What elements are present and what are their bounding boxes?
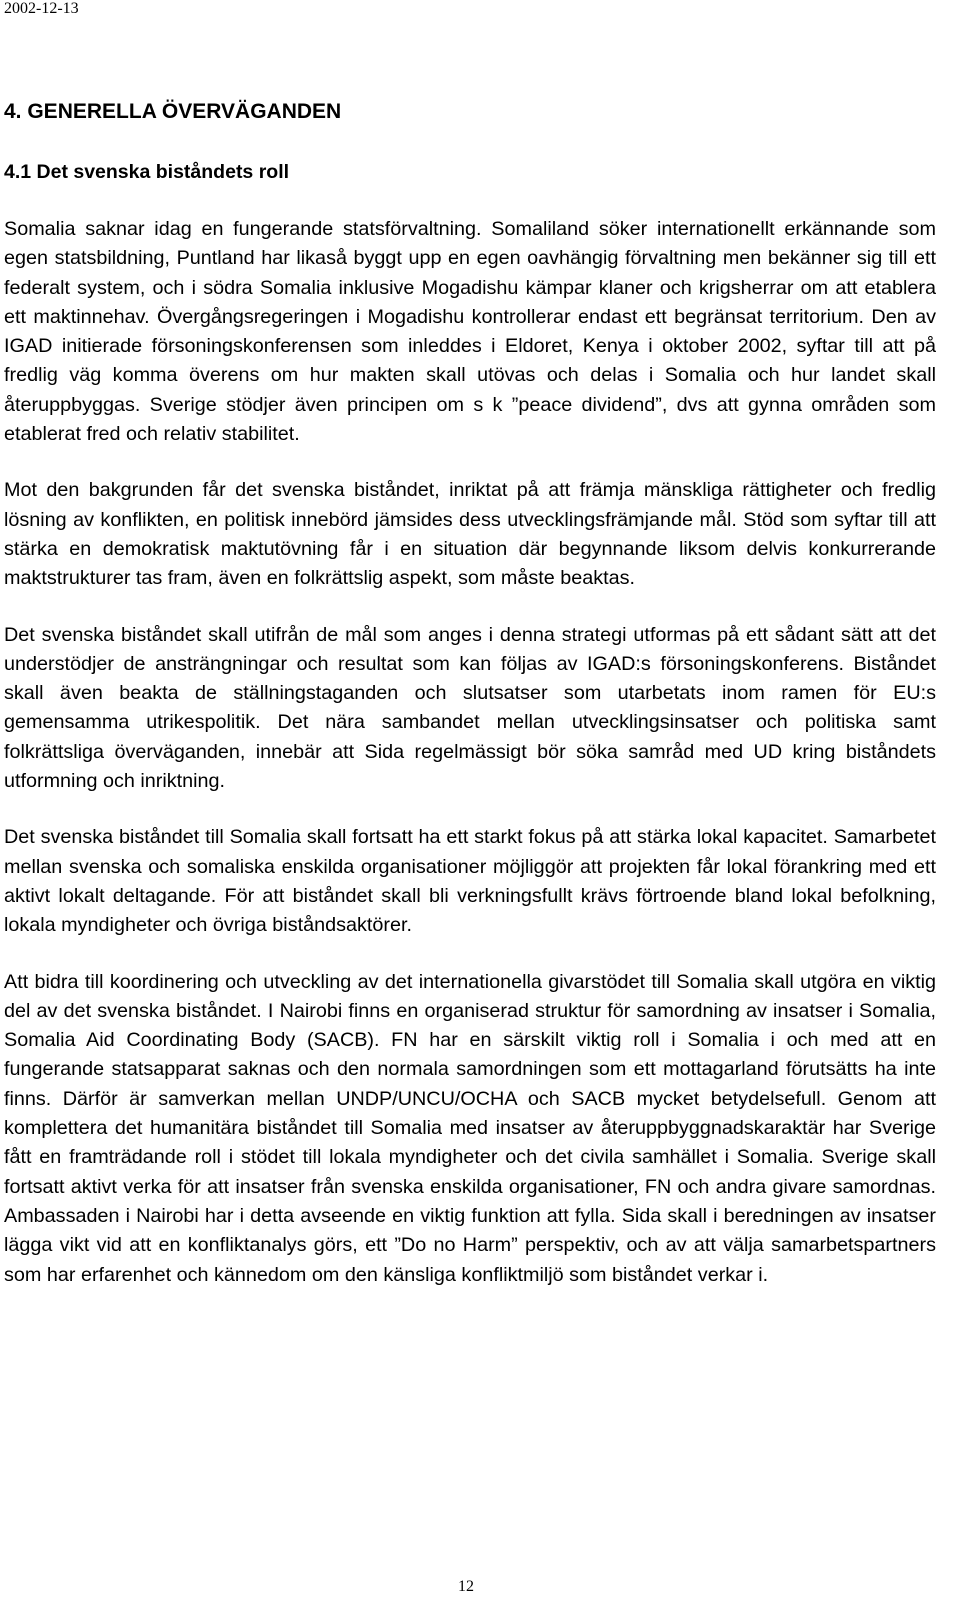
paragraph: Att bidra till koordinering och utveckling av det internationella givarstödet till Somalia skall utgöra en viktig del av det svenska biståndet. I Nairobi finns en organiserad struktur för samordning av insatser i Somalia, Somalia Aid Coordinating Body (SACB). FN har en särskilt viktig roll i Somalia i och med att en fungerande statsapparat saknas och den normala samordningen som ett mottagarland förutsätts ha inte finns. Därför är samverkan mellan UNDP/UNCU/OCHA och SACB mycket betydelsefull. Genom att komplettera det humanitära biståndet till Somalia med insatser av återuppbyggnadskaraktär har Sverige fått en framträdande roll i stödet till lokala myndigheter och det civila samhället i Somalia. Sverige skall fortsatt aktivt verka för att insatser från svenska enskilda organisationer, FN och andra givare samordnas. Ambassaden i Nairobi har i detta avseende en viktig funktion att fylla. Sida skall i beredningen av insatser lägga vikt vid att en konfliktanalys görs, ett ”Do no Harm” perspektiv, och av att välja samarbetspartners som har erfarenhet och kännedom om den känsliga konfliktmiljö som biståndet verkar i. (4, 970, 936, 1286)
section-heading: 4. GENERELLA ÖVERVÄGANDEN (4, 100, 342, 123)
paragraph: Det svenska biståndet till Somalia skall fortsatt ha ett starkt fokus på att stärka lokal kapacitet. Samarbetet mellan svenska och somaliska enskilda organisationer möjliggör att projekten får lokal förankring med ett aktivt lokalt deltagande. För att biståndet skall bli verkningsfullt krävs förtroende bland lokal befolkning, lokala myndigheter och övriga biståndsaktörer. (4, 826, 936, 937)
page-number: 12 (458, 1578, 474, 1595)
subsection-heading: 4.1 Det svenska biståndets roll (4, 161, 290, 183)
document-body (4, 97, 936, 1290)
header-date: 2002-12-13 (4, 0, 79, 17)
paragraph: Mot den bakgrunden får det svenska biståndet, inriktat på att främja mänskliga rättigheter och fredlig lösning av konflikten, en politisk innebörd jämsides dess utvecklingsfrämjande mål. Stöd som syftar till att stärka en demokratisk maktutövning får i en situation där begynnande liksom delvis konkurrerande maktstrukturer tas fram, även en folkrättslig aspekt, som måste beaktas. (4, 479, 936, 590)
paragraph: Det svenska biståndet skall utifrån de mål som anges i denna strategi utformas på ett sådant sätt att det understödjer de ansträngningar och resultat som kan följas av IGAD:s försoningskonferens. Biståndet skall även beakta de ställningstaganden och slutsatser som utarbetats inom ramen för EU:s gemensamma utrikespolitik. Det nära sambandet mellan utvecklingsinsatser och politiska samt folkrättsliga överväganden, innebär att Sida regelmässigt bör söka samråd med UD kring biståndets utformning och inriktning. (4, 623, 936, 793)
paragraph: Somalia saknar idag en fungerande statsförvaltning. Somaliland söker internationellt erkännande som egen statsbildning, Puntland har likaså byggt upp en egen oavhängig förvaltning men bekänner sig till ett federalt system, och i södra Somalia inklusive Mogadishu kämpar klaner och krigsherrar om att etablera ett maktinnehav. Övergångsregeringen i Mogadishu kontrollerar endast ett begränsat territorium. Den av IGAD initierade försoningskonferensen som inleddes i Eldoret, Kenya i oktober 2002, syftar till att på fredlig väg komma överens om hur makten skall utövas och delas i Somalia och hur landet skall återuppbyggas. Sverige stödjer även principen om s k ”peace dividend”, dvs att gynna områden som etablerat fred och relativ stabilitet. (4, 218, 936, 446)
